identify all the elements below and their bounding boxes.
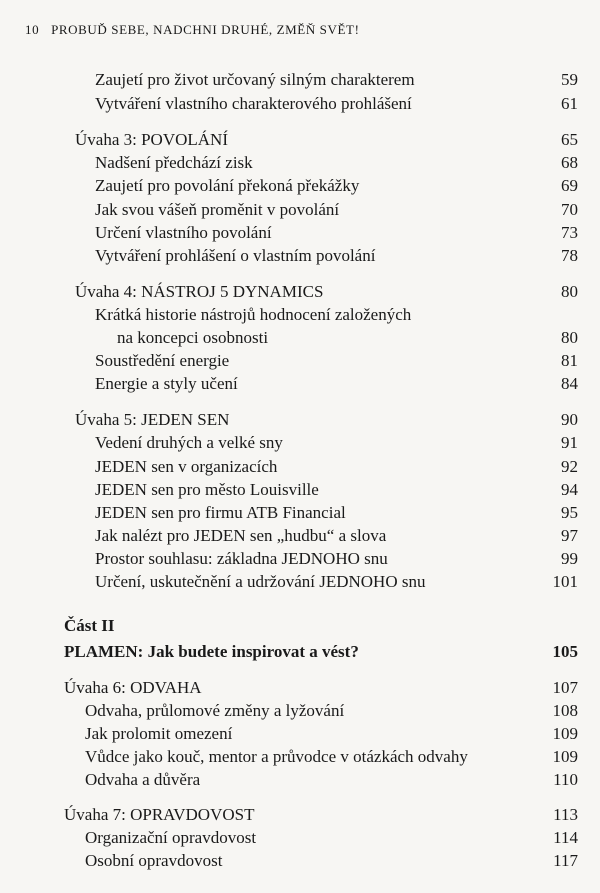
toc-chapter-title: Úvaha 7: OPRAVDOVOST (64, 805, 255, 824)
toc-entry (0, 547, 600, 571)
toc-entry-title: Vytváření vlastního charakterového prohlášení (95, 94, 412, 113)
toc-chapter-page: 65 (561, 130, 578, 149)
toc-entry-page: 69 (561, 176, 578, 195)
toc-entry-page: 73 (561, 223, 578, 242)
toc-entry-title: Energie a styly učení (95, 374, 238, 393)
toc-entry-page: 95 (561, 503, 578, 522)
toc-entry (0, 372, 600, 396)
toc-chapter-title: Úvaha 5: JEDEN SEN (75, 410, 230, 429)
toc-entry-title: Organizační opravdovost (85, 828, 257, 847)
part-label: Část II (64, 616, 115, 635)
toc-entry-page: 108 (552, 701, 578, 720)
toc-chapter-title: Úvaha 6: ODVAHA (64, 678, 202, 697)
toc-entry-page: 114 (553, 828, 578, 847)
toc-entry-page: 80 (561, 328, 578, 347)
toc-chapter-title: Úvaha 4: NÁSTROJ 5 DYNAMICS (75, 282, 324, 301)
page-number: 10 (25, 22, 40, 37)
toc-entry-title: na koncepci osobnosti (117, 328, 269, 347)
toc-entry (0, 722, 600, 746)
toc-entry-page: 101 (552, 572, 578, 591)
toc-entry-title: Jak prolomit omezení (85, 724, 233, 743)
toc-entry (0, 455, 600, 479)
toc-entry (0, 849, 600, 873)
toc-entry-page: 84 (561, 374, 578, 393)
toc-chapter-page: 90 (561, 410, 578, 429)
toc-entry (0, 431, 600, 455)
toc-entry-title: Odvaha a důvěra (85, 770, 201, 789)
toc-entry-title: Určení, uskutečnění a udržování JEDNOHO snu (95, 572, 426, 591)
toc-entry-page: 97 (561, 526, 578, 545)
toc-chapter (0, 676, 600, 700)
toc-chapter-title: Úvaha 3: POVOLÁNÍ (75, 130, 228, 149)
toc-entry-title: JEDEN sen pro firmu ATB Financial (95, 503, 346, 522)
toc-entry-page: 117 (553, 851, 578, 870)
toc-entry-page: 94 (561, 480, 578, 499)
toc-chapter (0, 280, 600, 304)
toc-entry (0, 478, 600, 502)
toc-entry-title: JEDEN sen pro město Louisville (95, 480, 319, 499)
toc-entry-title: Vedení druhých a velké sny (95, 433, 283, 452)
running-header (25, 22, 360, 38)
toc-entry-title: Krátká historie nástrojů hodnocení založených (95, 305, 412, 324)
toc-entry (0, 326, 600, 350)
toc-entry (0, 92, 600, 116)
toc-entry (0, 524, 600, 548)
toc-entry-page: 81 (561, 351, 578, 370)
toc-entry-title: Vytváření prohlášení o vlastním povolání (95, 246, 376, 265)
part-title: PLAMEN: Jak budete inspirovat a vést? (64, 642, 359, 661)
toc-part-title (0, 640, 600, 664)
toc-entry (0, 745, 600, 769)
toc-entry-title: Odvaha, průlomové změny a lyžování (85, 701, 345, 720)
toc-entry-page: 110 (553, 770, 578, 789)
toc-entry-page: 61 (561, 94, 578, 113)
toc-entry-page: 99 (561, 549, 578, 568)
toc-entry-title: Prostor souhlasu: základna JEDNOHO snu (95, 549, 388, 568)
toc-chapter-page: 113 (553, 805, 578, 824)
toc-entry (0, 221, 600, 245)
toc-chapter (0, 408, 600, 432)
toc-entry-title: Zaujetí pro život určovaný silným charakterem (95, 70, 415, 89)
toc-entry-title: Vůdce jako kouč, mentor a průvodce v otázkách odvahy (85, 747, 468, 766)
toc-chapter (0, 803, 600, 827)
toc-entry (0, 174, 600, 198)
toc-entry-page: 70 (561, 200, 578, 219)
toc-entry-title: Soustředění energie (95, 351, 230, 370)
toc-entry (0, 151, 600, 175)
toc-entry (0, 826, 600, 850)
book-title: PROBUĎ SEBE, NADCHNI DRUHÉ, ZMĚŇ SVĚT! (51, 22, 360, 37)
toc-chapter-page: 107 (552, 678, 578, 697)
toc-entry (0, 244, 600, 268)
toc-entry (0, 303, 600, 327)
toc-entry-title: Jak nalézt pro JEDEN sen „hudbu“ a slova (95, 526, 387, 545)
toc-entry (0, 198, 600, 222)
toc-entry-title: Nadšení předchází zisk (95, 153, 253, 172)
toc-part-page: 105 (552, 642, 578, 661)
toc-entry-page: 109 (552, 747, 578, 766)
toc-entry (0, 570, 600, 594)
toc-entry-page: 109 (552, 724, 578, 743)
toc-chapter-page: 80 (561, 282, 578, 301)
toc-part-label (0, 614, 600, 638)
toc-entry-page: 68 (561, 153, 578, 172)
toc-entry (0, 699, 600, 723)
toc-entry-page: 59 (561, 70, 578, 89)
toc-entry (0, 768, 600, 792)
toc-chapter (0, 128, 600, 152)
toc-entry-title: Zaujetí pro povolání překoná překážky (95, 176, 360, 195)
toc-entry-page: 91 (561, 433, 578, 452)
toc-entry-title: JEDEN sen v organizacích (95, 457, 278, 476)
toc-entry (0, 349, 600, 373)
toc-entry-page: 92 (561, 457, 578, 476)
toc-entry-title: Určení vlastního povolání (95, 223, 272, 242)
toc-entry-title: Osobní opravdovost (85, 851, 223, 870)
toc-entry-page: 78 (561, 246, 578, 265)
toc-entry-title: Jak svou vášeň proměnit v povolání (95, 200, 340, 219)
toc-entry (0, 68, 600, 92)
toc-entry (0, 501, 600, 525)
